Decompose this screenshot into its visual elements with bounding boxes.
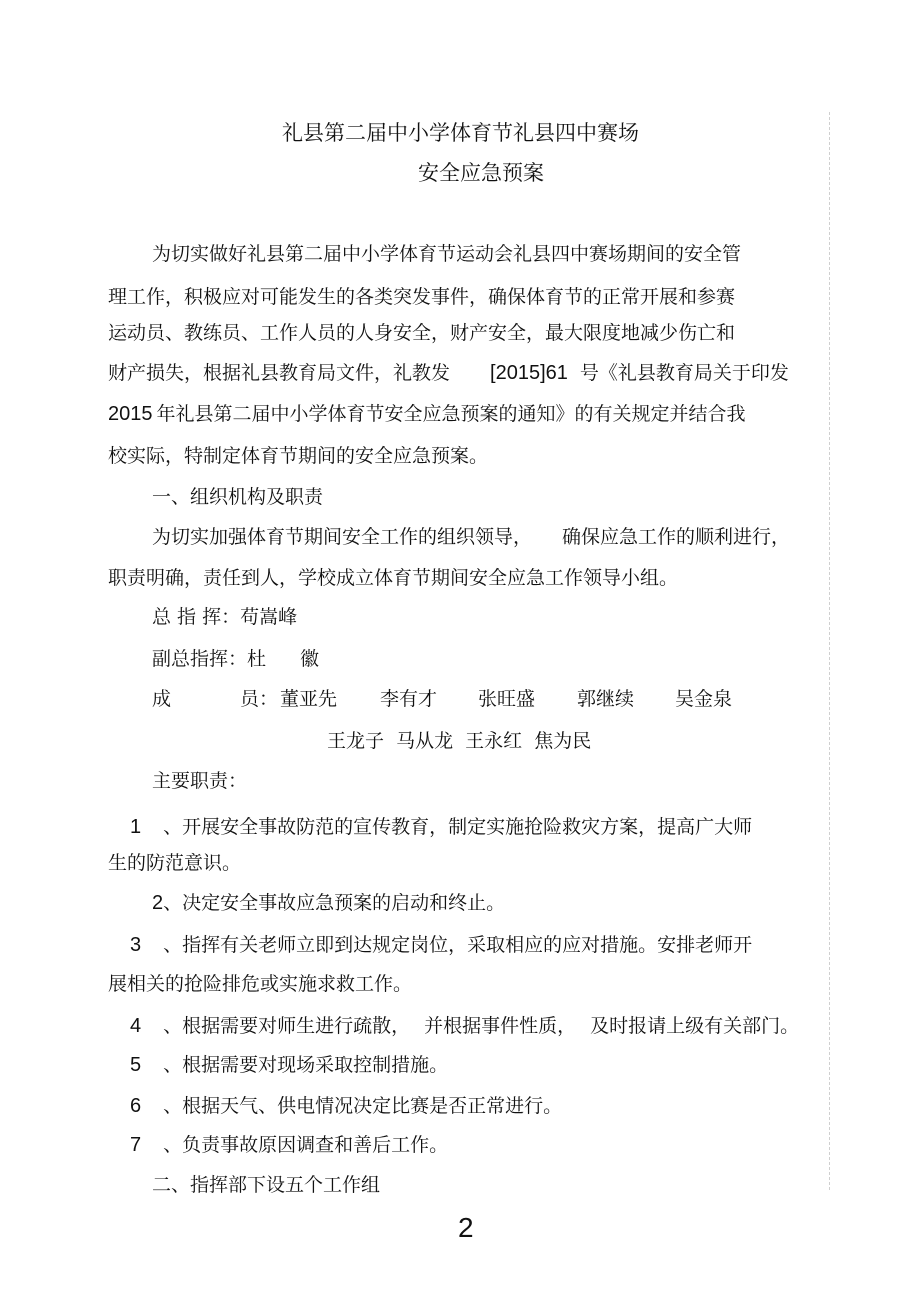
- member-label-1: 成: [152, 688, 172, 710]
- deputy-name-2: 徽: [300, 648, 320, 670]
- intro-line-1: 为切实做好礼县第二届中小学体育节运动会礼县四中赛场期间的安全管: [152, 243, 742, 265]
- duty-number: 6: [130, 1095, 142, 1117]
- duty-number: 3: [130, 934, 142, 956]
- member-name: 张旺盛: [478, 688, 536, 710]
- duty-text: 、决定安全事故应急预案的启动和终止。: [163, 892, 506, 914]
- section-1-para-2: 职责明确，责任到人，学校成立体育节期间安全应急工作领导小组。: [108, 567, 679, 589]
- deputy-label: 副总指挥：: [152, 648, 248, 670]
- margin-rule: [829, 112, 830, 1190]
- duty-item-2: [152, 890, 505, 916]
- year-number: 2015: [108, 403, 153, 425]
- intro-line-4c: 号《礼县教育局关于印发: [579, 362, 789, 384]
- deputy-row: [152, 646, 319, 672]
- doc-number: [2015]61: [490, 362, 568, 384]
- section-2-heading: 二、指挥部下设五个工作组: [152, 1174, 381, 1196]
- duty-number: 7: [130, 1134, 142, 1156]
- intro-line-5: [108, 401, 746, 427]
- duty-number: 4: [130, 1015, 142, 1037]
- deputy-name-1: 杜: [247, 648, 267, 670]
- intro-line-3: 运动员、教练员、工作人员的人身安全，财产安全，最大限度地减少伤亡和: [108, 322, 736, 344]
- duty-text: 、根据天气、供电情况决定比赛是否正常进行。: [163, 1095, 563, 1117]
- duty-number: 1: [130, 816, 142, 838]
- chief-row: [152, 604, 297, 630]
- member-name: 郭继续: [577, 688, 635, 710]
- section-1-para-1a: 为切实加强体育节期间安全工作的组织领导，: [152, 526, 533, 548]
- page-number: 2: [458, 1212, 474, 1243]
- member-name: 董亚先: [280, 688, 338, 710]
- section-1-heading: 一、组织机构及职责: [152, 486, 324, 508]
- title-line-1: 礼县第二届中小学体育节礼县四中赛场: [282, 121, 639, 145]
- intro-line-4a: 财产损失，根据礼县教育局文件，礼教发: [108, 362, 451, 384]
- chief-label: 总 指 挥：: [152, 606, 241, 628]
- section-1-para-1b: 确保应急工作的顺利进行，: [562, 526, 791, 548]
- chief-name: 苟嵩峰: [240, 606, 298, 628]
- members-row-2: 王龙子 马从龙 王永红 焦为民: [327, 730, 592, 752]
- intro-line-5b: 年礼县第二届中小学体育节安全应急预案的通知》的有关规定并结合我: [156, 403, 746, 425]
- member-label-2: 员：: [240, 688, 279, 710]
- duty-number: 5: [130, 1054, 142, 1076]
- duty-text-a: 、根据需要对师生进行疏散，: [163, 1015, 411, 1037]
- duty-item-6: [130, 1093, 562, 1119]
- duty-text: 、指挥有关老师立即到达规定岗位，采取相应的应对措施。安排老师开: [163, 934, 753, 956]
- duty-item-3: [130, 932, 752, 958]
- duty-number: 2: [152, 892, 164, 914]
- duty-item-5: [130, 1052, 448, 1078]
- duty-text-c: 及时报请上级有关部门。: [590, 1015, 800, 1037]
- member-name: 吴金泉: [675, 688, 733, 710]
- duty-text: 、根据需要对现场采取控制措施。: [163, 1054, 449, 1076]
- intro-line-2: 理工作，积极应对可能发生的各类突发事件，确保体育节的正常开展和参赛: [108, 286, 736, 308]
- duty-item-1: [130, 814, 752, 840]
- duty-item-4: [130, 1013, 799, 1039]
- duty-item-7: [130, 1132, 448, 1158]
- duty-item-3-cont: 展相关的抢险排危或实施求救工作。: [108, 973, 413, 995]
- member-name: 李有才: [380, 688, 438, 710]
- intro-line-6: 校实际，特制定体育节期间的安全应急预案。: [108, 445, 489, 467]
- duty-text: 、负责事故原因调查和善后工作。: [163, 1134, 449, 1156]
- intro-line-4: [108, 360, 789, 386]
- duty-text-b: 并根据事件性质，: [424, 1015, 577, 1037]
- duty-item-1-cont: 生的防范意识。: [108, 852, 242, 874]
- duties-heading: 主要职责：: [152, 770, 248, 792]
- duty-text: 、开展安全事故防范的宣传教育，制定实施抢险救灾方案，提高广大师: [163, 816, 753, 838]
- title-line-2: 安全应急预案: [418, 161, 544, 185]
- section-1-para-1: [152, 524, 790, 550]
